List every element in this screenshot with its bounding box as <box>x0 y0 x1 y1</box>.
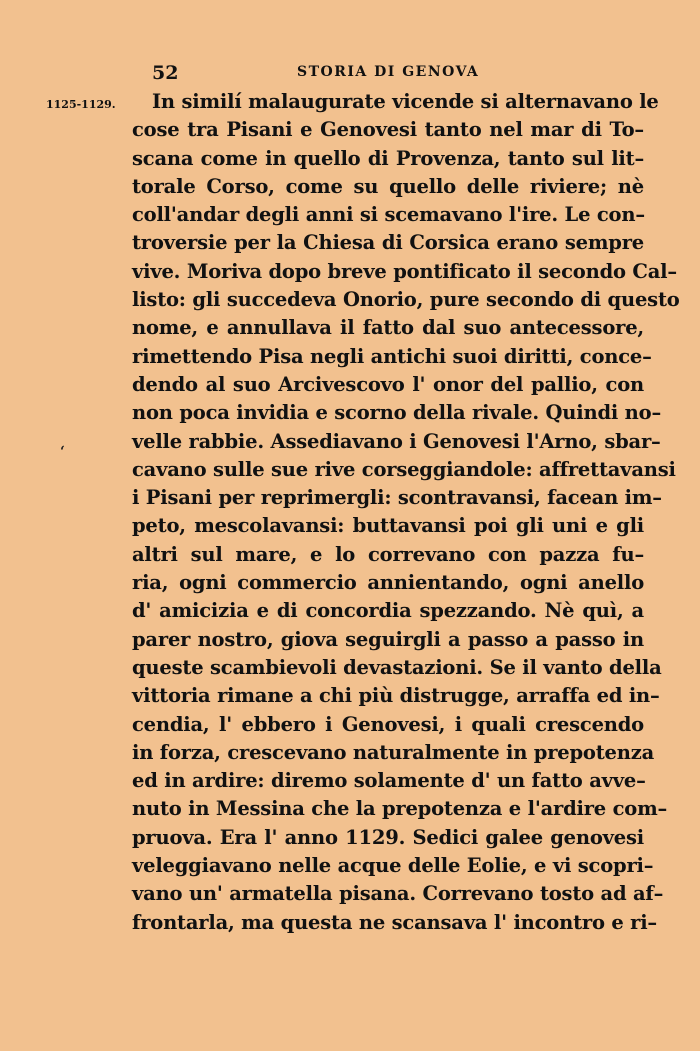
text-line: dendo al suo Arcivescovo l' onor del pallio, con <box>132 372 644 396</box>
text-line: i Pisani per reprimergli: scontravansi, facean im– <box>132 486 662 510</box>
text-line: vano un' armatella pisana. Correvano tosto ad af– <box>132 882 664 906</box>
running-title: STORIA DI GENOVA <box>297 64 480 80</box>
text-line: d' amicizia e di concordia spezzando. Nè quì, a <box>132 599 644 623</box>
text-line: velle rabbie. Assediavano i Genovesi l'Arno, sbar– <box>132 429 661 453</box>
text-line: altri sul mare, e lo correvano con pazza fu– <box>132 542 644 566</box>
text-line: veleggiavano nelle acque delle Eolie, e vi scopri– <box>132 854 654 878</box>
text-line: listo: gli succedeva Onorio, pure secondo di questo <box>132 288 680 312</box>
text-line: vittoria rimane a chi più distrugge, arraffa ed in– <box>132 684 660 708</box>
text-line: pruova. Era l' anno 1129. Sedici galee genovesi <box>132 825 644 849</box>
text-line: parer nostro, giova seguirgli a passo a passo in <box>132 627 644 651</box>
text-line: in forza, crescevano naturalmente in prepotenza <box>132 740 655 764</box>
text-line: non poca invidia e scorno della rivale. Quindi no– <box>132 401 662 425</box>
text-line: cavano sulle sue rive corseggiandole: affrettavansi <box>132 457 676 481</box>
text-line: scana come in quello di Provenza, tanto sul lit– <box>132 146 644 170</box>
margin-note-years: 1125-1129. <box>46 98 116 111</box>
text-line: ed in ardire: diremo solamente d' un fatto avve– <box>132 769 646 793</box>
text-line: nome, e annullava il fatto dal suo antecessore, <box>132 316 644 340</box>
text-line: cendia, l' ebbero i Genovesi, i quali crescendo <box>132 712 644 736</box>
stray-mark: ʻ <box>60 444 65 460</box>
page-number: 52 <box>152 62 179 84</box>
text-line: torale Corso, come su quello delle riviere; nè <box>132 174 644 198</box>
text-line: troversie per la Chiesa di Corsica erano sempre <box>132 231 644 255</box>
text-line: frontarla, ma questa ne scansava l' incontro e ri– <box>132 910 657 934</box>
body-text <box>132 88 680 937</box>
text-line: ria, ogni commercio annientando, ogni anello <box>132 571 644 595</box>
text-line: cose tra Pisani e Genovesi tanto nel mar di To– <box>132 118 644 142</box>
text-line: coll'andar degli anni si scemavano l'ire. Le con– <box>132 203 645 227</box>
text-line: vive. Moriva dopo breve pontificato il secondo Cal– <box>132 259 677 283</box>
text-line: nuto in Messina che la prepotenza e l'ardire com– <box>132 797 668 821</box>
text-line: peto, mescolavansi: buttavansi poi gli uni e gli <box>132 514 644 538</box>
text-line: In similí malaugurate vicende si alternavano le <box>152 90 659 113</box>
text-line: queste scambievoli devastazioni. Se il vanto della <box>132 655 662 679</box>
text-line: rimettendo Pisa negli antichi suoi diritti, conce– <box>132 344 652 368</box>
